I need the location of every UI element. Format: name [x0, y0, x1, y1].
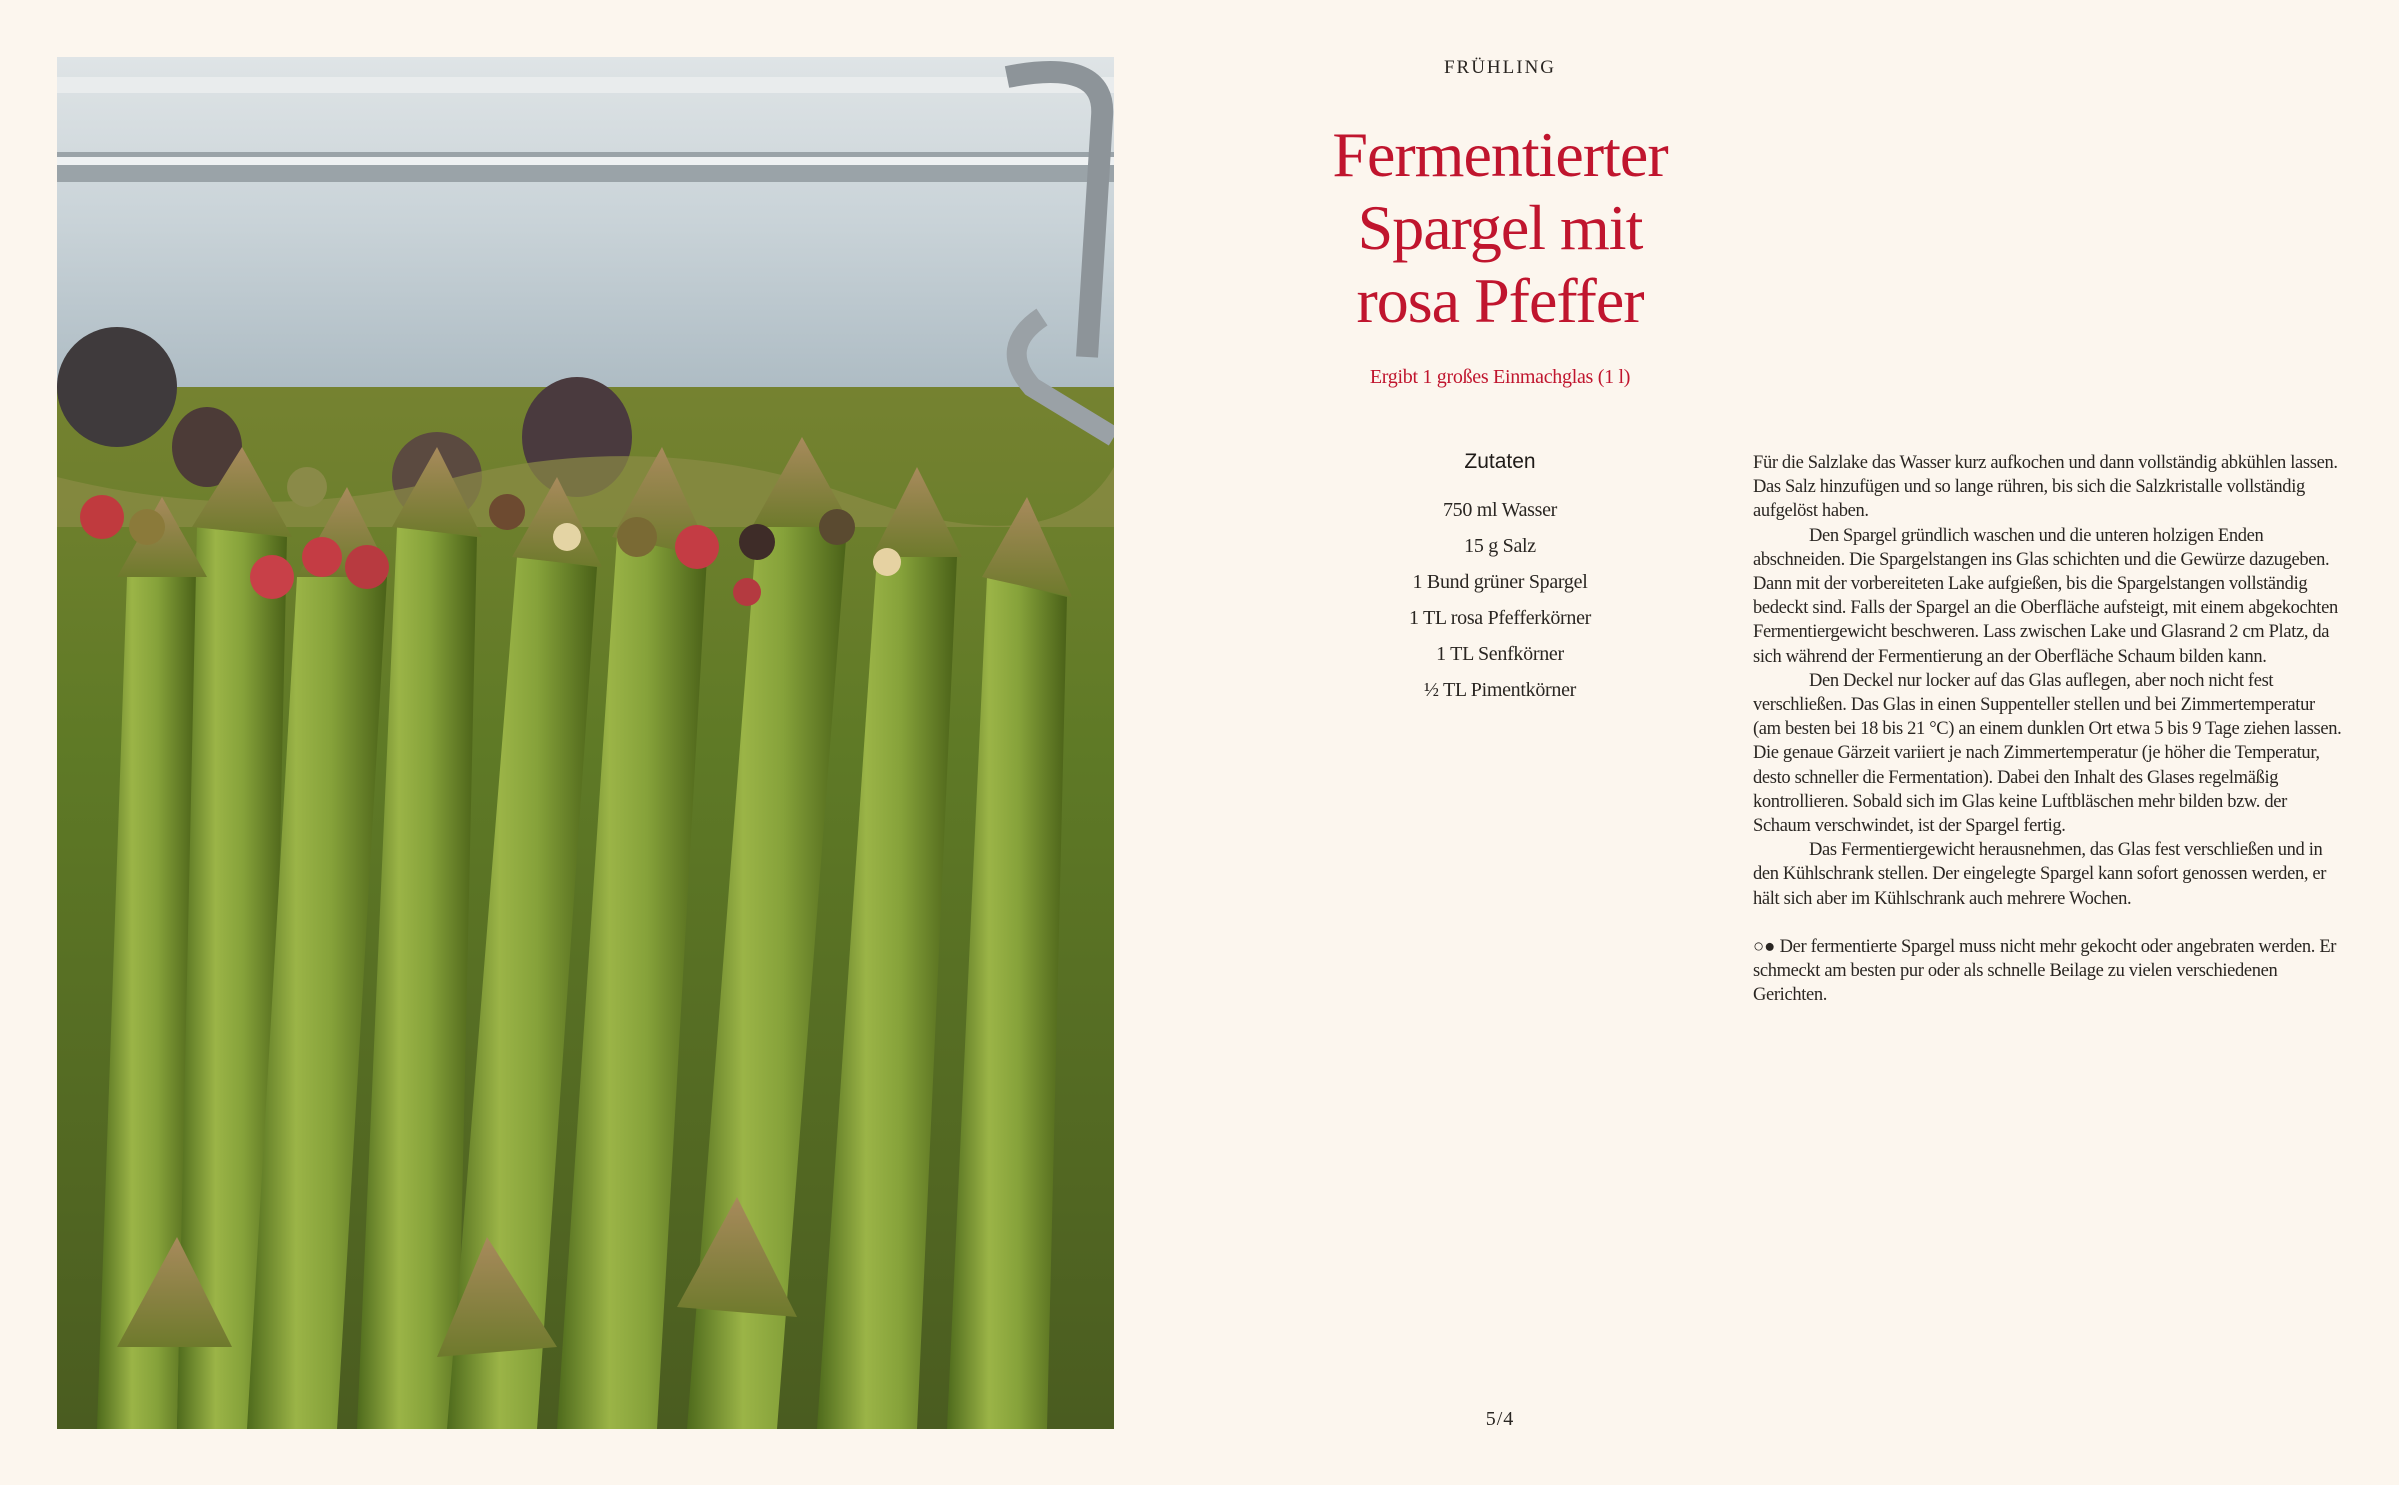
recipe-title	[1250, 118, 1750, 337]
ingredient-item: ½ TL Pimentkörner	[1423, 679, 1577, 701]
asparagus-jar-photo	[57, 57, 1114, 1429]
method-text	[1753, 451, 2343, 1007]
method-paragraph: Für die Salzlake das Wasser kurz aufkochen und dann vollständig abkühlen lassen. Das Salz hinzufügen und so lange rühren, bis sich die Salzkristalle vollständig aufgelöst haben.	[1753, 453, 2338, 522]
ingredients-heading: Zutaten	[1464, 450, 1536, 473]
ingredient-item: 750 ml Wasser	[1442, 499, 1558, 521]
section-label: FRÜHLING	[1443, 57, 1557, 78]
ingredient-item: 1 TL rosa Pfefferkörner	[1408, 607, 1592, 629]
method-paragraph: Das Fermentiergewicht herausnehmen, das Glas fest verschließen und in den Kühlschrank stellen. Der eingelegte Spargel kann sofort genossen werden, er hält sich aber im Kühlschrank auch mehrere Wochen.	[1753, 840, 2327, 909]
tip-icon: ○●	[1753, 936, 1776, 957]
ingredient-item: 1 Bund grüner Spargel	[1412, 571, 1588, 593]
tip-paragraph	[1753, 935, 2343, 1008]
tip-text: Der fermentierte Spargel muss nicht mehr gekocht oder angebraten werden. Er schmeckt am besten pur oder als schnelle Beilage zu vielen verschiedenen Gerichten.	[1753, 936, 2337, 1006]
title-line: Fermentierter	[1332, 119, 1668, 190]
page-number: 5/4	[1485, 1408, 1515, 1430]
title-line: rosa Pfeffer	[1356, 265, 1644, 336]
method-paragraph: Den Deckel nur locker auf das Glas auflegen, aber noch nicht fest verschließen. Das Glas in einen Suppenteller stellen und bei Zimmertemperatur (am besten bei 18 bis 21 °C) an einem dunklen Ort etwa 5 bis 9 Tage ziehen lassen. Die genaue Gärzeit variiert je nach Zimmertemperatur (je höher die Temperatur, desto schneller die Fermentation). Dabei den Inhalt des Glases regelmäßig kontrollieren. Sobald sich im Glas keine Luftbläschen mehr bilden bzw. der Schaum verschwindet, ist der Spargel fertig.	[1753, 670, 2342, 837]
ingredients-list	[1300, 450, 1700, 708]
recipe-yield: Ergibt 1 großes Einmachglas (1 l)	[1369, 366, 1631, 388]
method-paragraph: Den Spargel gründlich waschen und die unteren holzigen Enden abschneiden. Die Spargelstangen ins Glas schichten und die Gewürze dazugeben. Dann mit der vorbereiteten Lake aufgießen, bis die Spargelstangen vollständig bedeckt sind. Falls der Spargel an die Oberfläche aufsteigt, mit einem abgekochten Fermentiergewicht beschweren. Lass zwischen Lake und Glasrand 2 cm Platz, da sich während der Fermentierung an der Oberfläche Schaum bilden kann.	[1753, 525, 2338, 667]
ingredient-item: 15 g Salz	[1464, 535, 1536, 557]
asparagus-jar-illustration	[57, 57, 1114, 1429]
title-line: Spargel mit	[1357, 192, 1643, 263]
ingredient-item: 1 TL Senfkörner	[1436, 643, 1564, 665]
